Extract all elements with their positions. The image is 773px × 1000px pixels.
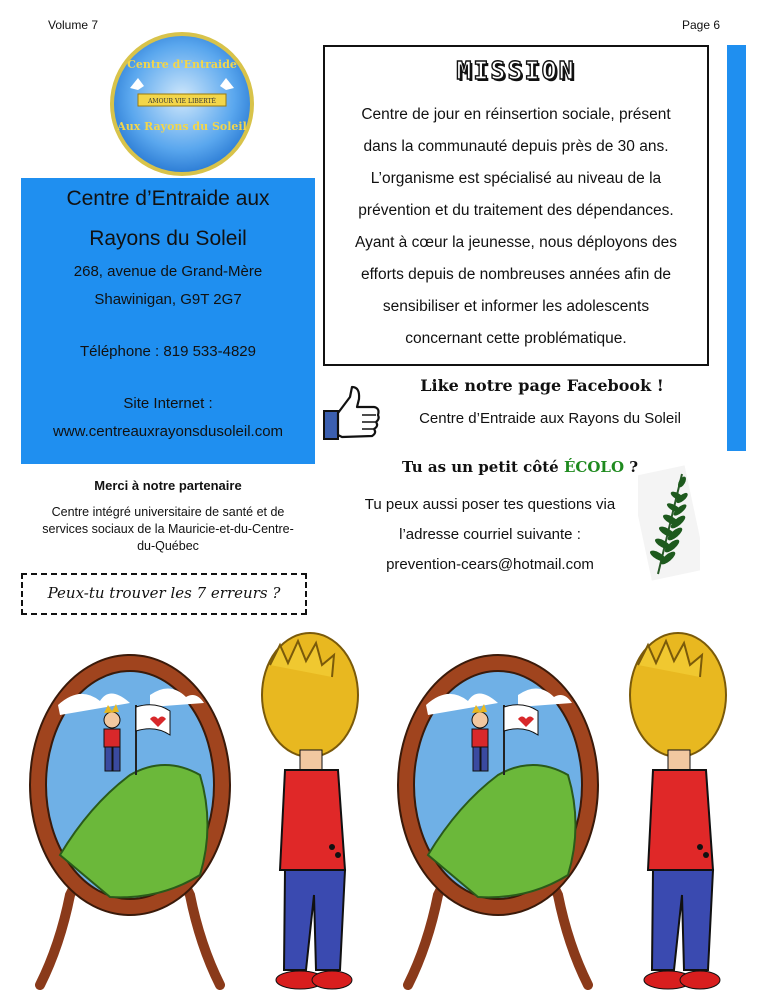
org-name-line2: Rayons du Soleil <box>89 227 247 250</box>
phone-number: Téléphone : 819 533-4829 <box>80 343 256 360</box>
mission-line: efforts depuis de nombreuses années afin de <box>361 266 671 283</box>
organization-logo <box>108 30 256 178</box>
contact-text <box>325 490 655 580</box>
spot-the-difference-illustration <box>0 625 773 1000</box>
contact-line2: l’adresse courriel suivante : <box>399 526 581 543</box>
eco-word: ÉCOLO <box>563 458 625 476</box>
decorative-blue-bar <box>727 45 746 451</box>
contact-info-box <box>21 178 315 464</box>
thumbs-up-icon[interactable] <box>322 385 382 443</box>
address-line1: 268, avenue de Grand-Mère <box>73 263 263 280</box>
mission-box <box>323 45 709 366</box>
site-url[interactable]: www.centreauxrayonsdusoleil.com <box>52 423 284 440</box>
mission-line: prévention et du traitement des dépendances. <box>358 202 674 219</box>
partner-title: Merci à notre partenaire <box>94 478 242 493</box>
mission-title: MISSION <box>456 56 576 85</box>
partner-line2: services sociaux de la Mauricie-et-du-Centre- <box>42 522 294 536</box>
partner-line1: Centre intégré universitaire de santé et de <box>51 505 285 519</box>
partner-line3: du-Québec <box>137 539 199 553</box>
partner-text <box>21 504 315 555</box>
mission-line: L’organisme est spécialisé au niveau de la <box>370 170 662 187</box>
contact-email[interactable]: prevention-cears@hotmail.com <box>386 556 594 573</box>
mission-line: dans la communauté depuis près de 30 ans. <box>363 138 669 155</box>
logo-ribbon-text: AMOUR VIE LIBERTÉ <box>148 98 216 105</box>
org-name-line1: Centre d’Entraide aux <box>66 187 270 210</box>
mission-line: concernant cette problématique. <box>405 330 627 347</box>
logo-bottom-text: Aux Rayons du Soleil <box>117 120 247 133</box>
mission-line: Centre de jour en réinsertion sociale, présent <box>361 106 671 123</box>
eco-title: Tu as un petit côté ÉCOLO ? <box>401 458 639 476</box>
contact-line1: Tu peux aussi poser tes questions via <box>364 496 616 513</box>
mission-line: Ayant à cœur la jeunesse, nous déployons des <box>355 234 677 251</box>
facebook-title: Like notre page Facebook ! <box>420 376 664 395</box>
spot-differences-prompt: Peux-tu trouver les 7 erreurs ? <box>21 573 307 615</box>
volume-label: Volume 7 <box>48 18 99 32</box>
site-label: Site Internet : <box>123 395 213 412</box>
leaf-icon <box>638 462 700 582</box>
mission-line: sensibiliser et informer les adolescents <box>382 298 650 315</box>
page-number: Page 6 <box>682 18 721 32</box>
facebook-page-name[interactable]: Centre d’Entraide aux Rayons du Soleil <box>419 410 681 427</box>
mission-text <box>325 99 707 355</box>
logo-top-text: Centre d'Entraide <box>127 58 237 71</box>
address-line2: Shawinigan, G9T 2G7 <box>94 291 242 308</box>
